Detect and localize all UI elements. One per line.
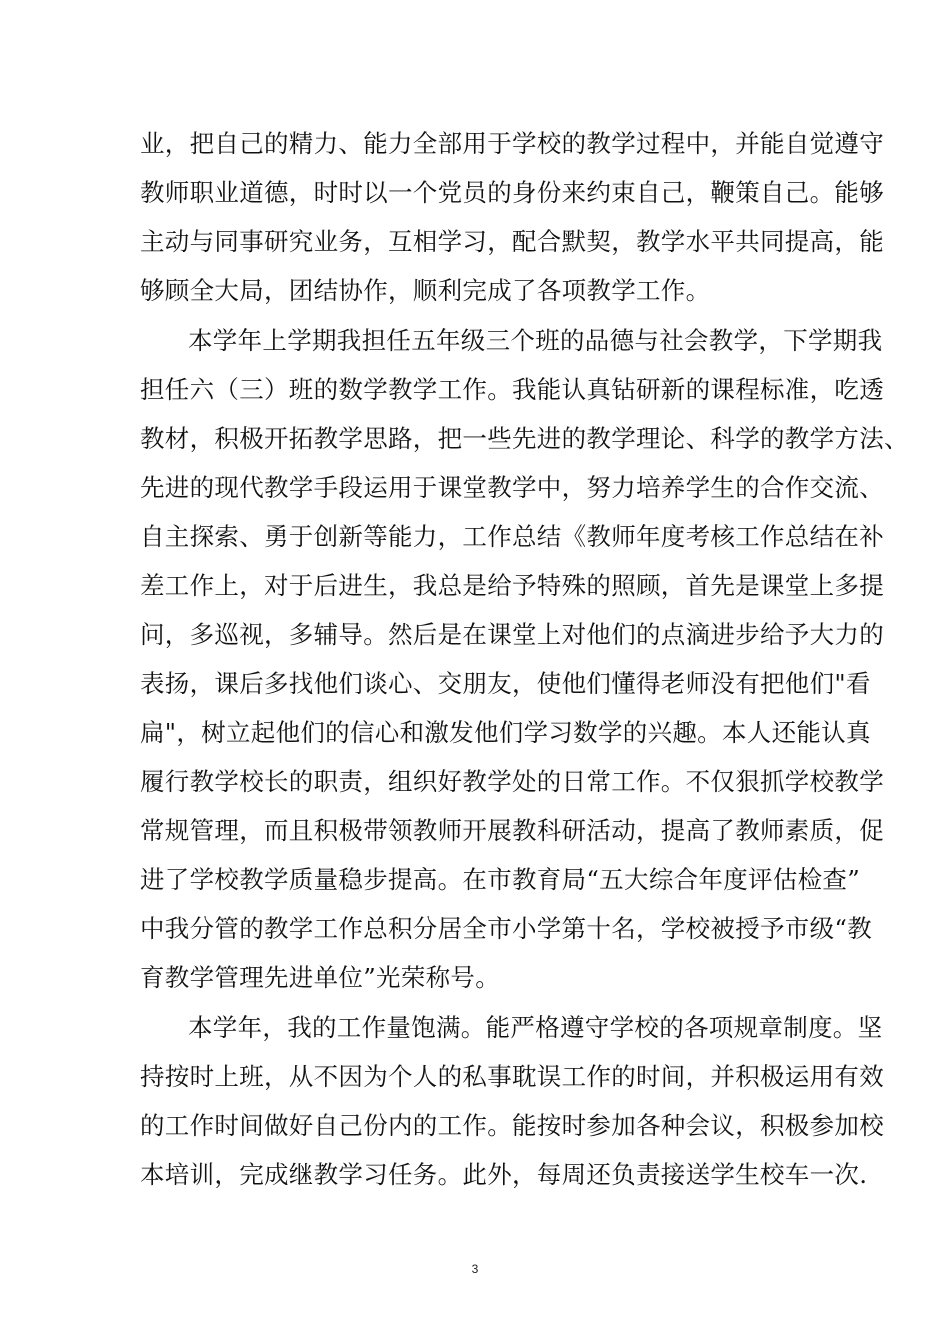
- text-line: 够顾全大局，团结协作，顺利完成了各项教学工作。: [140, 276, 711, 305]
- paragraph-start-line: 本学年，我的工作量饱满。能严格遵守学校的各项规章制度。坚: [188, 1013, 883, 1042]
- page-number: 3: [471, 1262, 479, 1276]
- text-line: 履行教学校长的职责，组织好教学处的日常工作。不仅狠抓学校教学: [140, 767, 884, 796]
- paragraph-start-line: 本学年上学期我担任五年级三个班的品德与社会教学，下学期我: [188, 326, 883, 355]
- text-line: 扁"，树立起他们的信心和激发他们学习数学的兴趣。本人还能认真: [140, 718, 871, 747]
- text-line: 问，多巡视，多辅导。然后是在课堂上对他们的点滴进步给予大力的: [140, 620, 884, 649]
- text-line: 中我分管的教学工作总积分居全市小学第十名，学校被授予市级“教: [140, 914, 873, 943]
- text-line: 持按时上班，从不因为个人的私事耽误工作的时间，并积极运用有效: [140, 1062, 884, 1091]
- text-line: 自主探索、勇于创新等能力，工作总结《教师年度考核工作总结在补: [140, 522, 884, 551]
- text-line: 主动与同事研究业务，互相学习，配合默契，教学水平共同提高，能: [140, 227, 884, 256]
- text-line: 常规管理，而且积极带领教师开展教科研活动，提高了教师素质，促: [140, 816, 884, 845]
- text-line: 进了学校教学质量稳步提高。在市教育局“五大综合年度评估检查”: [140, 865, 861, 894]
- text-line: 的工作时间做好自己份内的工作。能按时参加各种会议，积极参加校: [140, 1111, 884, 1140]
- text-line: 教材，积极开拓教学思路，把一些先进的教学理论、科学的教学方法、: [140, 424, 909, 453]
- text-line: 担任六（三）班的数学教学工作。我能认真钻研新的课程标准，吃透: [140, 375, 884, 404]
- text-line: 育教学管理先进单位”光荣称号。: [140, 963, 501, 992]
- text-line: 本培训，完成继教学习任务。此外，每周还负责接送学生校车一次.: [140, 1160, 868, 1189]
- text-line: 教师职业道德，时时以一个党员的身份来约束自己，鞭策自己。能够: [140, 178, 884, 207]
- text-line: 先进的现代教学手段运用于课堂教学中，努力培养学生的合作交流、: [140, 473, 884, 502]
- text-line: 业，把自己的精力、能力全部用于学校的教学过程中，并能自觉遵守: [140, 129, 884, 158]
- text-line: 差工作上，对于后进生，我总是给予特殊的照顾，首先是课堂上多提: [140, 571, 884, 600]
- text-line: 表扬，课后多找他们谈心、交朋友，使他们懂得老师没有把他们"看: [140, 669, 871, 698]
